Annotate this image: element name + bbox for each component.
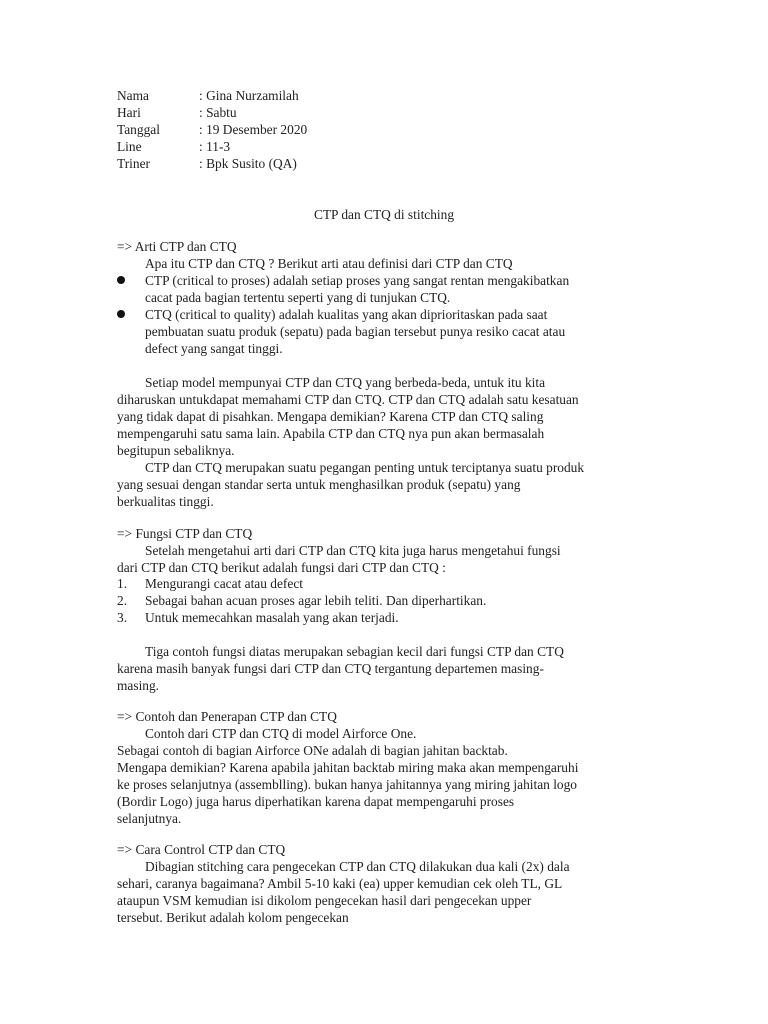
- value-tanggal: : 19 Desember 2020: [199, 122, 308, 137]
- section2-para-line3: masing.: [117, 678, 160, 693]
- para1-line1: Setiap model mempunyai CTP dan CTQ yang berbeda-beda, untuk itu kita: [145, 375, 546, 390]
- label-tanggal: Tanggal: [117, 122, 160, 137]
- section3-line1: Contoh dari CTP dan CTQ di model Airforce One.: [145, 726, 417, 741]
- para1-line5: begitupun sebaliknya.: [117, 443, 235, 458]
- label-hari: Hari: [117, 105, 141, 120]
- section4-line3: ataupun VSM kemudian isi dikolom pengecekan hasil dari pengecekan upper: [117, 893, 532, 908]
- section2-para-line1: Tiga contoh fungsi diatas merupakan sebagian kecil dari fungsi CTP dan CTQ: [145, 644, 564, 659]
- para2-line2: yang sesuai dengan standar serta untuk menghasilkan produk (sepatu) yang: [117, 477, 521, 492]
- list-item: Untuk memecahkan masalah yang akan terjadi.: [145, 610, 399, 625]
- value-line: : 11-3: [199, 139, 231, 154]
- para1-line2: diharuskan untukdapat memahami CTP dan CTQ. CTP dan CTQ adalah satu kesatuan: [117, 392, 579, 407]
- section3-line5: (Bordir Logo) juga harus diperhatikan karena dapat mempengaruhi proses: [117, 794, 515, 809]
- para2-line1: CTP dan CTQ merupakan suatu pegangan penting untuk terciptanya suatu produk: [145, 460, 585, 475]
- value-triner: : Bpk Susito (QA): [199, 156, 297, 171]
- bullet2-line2: pembuatan suatu produk (sepatu) pada bagian tersebut punya resiko cacat atau: [145, 324, 566, 339]
- section4-heading: => Cara Control CTP dan CTQ: [117, 842, 286, 857]
- section4-line4: tersebut. Berikut adalah kolom pengecekan: [117, 910, 349, 925]
- list-item: Mengurangi cacat atau defect: [145, 576, 303, 591]
- list-number: 1.: [117, 576, 128, 591]
- bullet1-line2: cacat pada bagian tertentu seperti yang di tunjukan CTQ.: [145, 290, 451, 305]
- list-item: Sebagai bahan acuan proses agar lebih teliti. Dan diperhartikan.: [145, 593, 487, 608]
- bullet1-line1: CTP (critical to proses) adalah setiap proses yang sangat rentan mengakibatkan: [145, 273, 570, 288]
- section1-intro: Apa itu CTP dan CTQ ? Berikut arti atau definisi dari CTP dan CTQ: [145, 256, 513, 271]
- value-hari: : Sabtu: [199, 105, 237, 120]
- bullet2-line1: CTQ (critical to quality) adalah kualitas yang akan diprioritaskan pada saat: [145, 307, 548, 322]
- label-line: Line: [117, 139, 142, 154]
- label-triner: Triner: [117, 156, 150, 171]
- bullet2-line3: defect yang sangat tinggi.: [145, 341, 283, 356]
- section2-para-line2: karena masih banyak fungsi dari CTP dan CTQ tergantung departemen masing-: [117, 661, 544, 676]
- value-nama: : Gina Nurzamilah: [199, 88, 299, 103]
- section2-intro-line2: dari CTP dan CTQ berikut adalah fungsi dari CTP dan CTQ :: [117, 560, 446, 575]
- section3-line4: ke proses selanjutnya (assemblling). bukan hanya jahitannya yang miring jahitan logo: [117, 777, 578, 792]
- list-number: 3.: [117, 610, 128, 625]
- para2-line3: berkualitas tinggi.: [117, 494, 214, 509]
- section3-line2: Sebagai contoh di bagian Airforce ONe adalah di bagian jahitan backtab.: [117, 743, 508, 758]
- bullet-dot-icon: [117, 276, 125, 284]
- page-title: CTP dan CTQ di stitching: [313, 207, 455, 222]
- section4-line1: Dibagian stitching cara pengecekan CTP dan CTQ dilakukan dua kali (2x) dala: [145, 859, 570, 874]
- para1-line3: yang tidak dapat di pisahkan. Mengapa demikian? Karena CTP dan CTQ saling: [117, 409, 544, 424]
- section2-intro-line1: Setelah mengetahui arti dari CTP dan CTQ kita juga harus mengetahui fungsi: [145, 543, 561, 558]
- section2-heading: => Fungsi CTP dan CTQ: [117, 526, 253, 541]
- section4-line2: sehari, caranya bagaimana? Ambil 5-10 kaki (ea) upper kemudian cek oleh TL, GL: [117, 876, 563, 891]
- list-number: 2.: [117, 593, 128, 608]
- para1-line4: mempengaruhi satu sama lain. Apabila CTP dan CTQ nya pun akan bermasalah: [117, 426, 545, 441]
- bullet-dot-icon: [117, 310, 125, 318]
- section1-heading: => Arti CTP dan CTQ: [117, 239, 237, 254]
- section3-line6: selanjutnya.: [117, 811, 182, 826]
- section3-line3: Mengapa demikian? Karena apabila jahitan backtab miring maka akan mempengaruhi: [117, 760, 579, 775]
- label-nama: Nama: [117, 88, 149, 103]
- section3-heading: => Contoh dan Penerapan CTP dan CTQ: [117, 709, 337, 724]
